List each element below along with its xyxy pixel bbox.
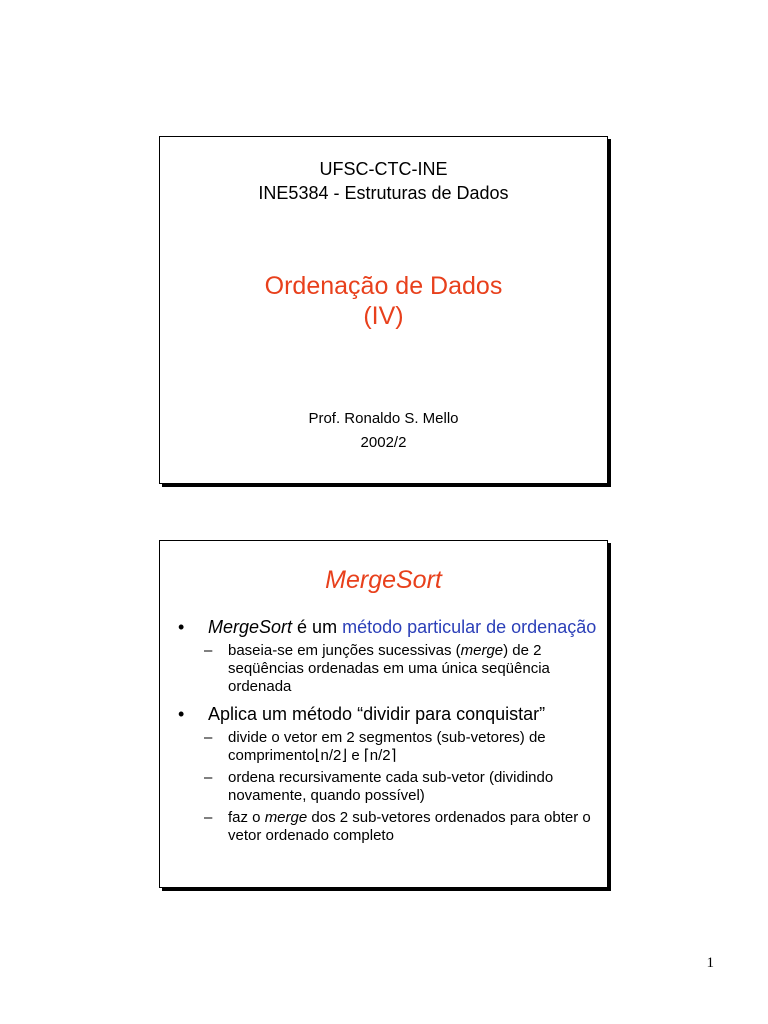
org-name: UFSC-CTC-INE xyxy=(319,159,448,179)
page-number: 1 xyxy=(706,955,714,971)
sub-bullet-text: ) de 2 seqüências ordenadas em uma única seqüência ordenada xyxy=(228,642,550,695)
course-name: INE5384 - Estruturas de Dados xyxy=(258,183,509,203)
sub-bullet-dash: – xyxy=(204,729,213,746)
sub-bullet-text: ordena recursivamente cada sub-vetor (dividindo novamente, quando possível) xyxy=(228,769,554,804)
slide-title xyxy=(160,271,607,331)
sub-bullet-dash: – xyxy=(204,642,213,659)
bullet-text: Aplica um método “dividir para conquistar” xyxy=(208,704,546,724)
title-slide xyxy=(159,136,608,484)
bullet-dot: • xyxy=(178,704,185,724)
term-merge: merge xyxy=(264,809,308,826)
bullet-item xyxy=(160,617,607,638)
term-merge: merge xyxy=(460,642,504,659)
bullet-list xyxy=(160,617,607,845)
sub-bullet-text: dos 2 sub-vetores ordenados para obter o vetor ordenado completo xyxy=(228,809,591,844)
slide-header xyxy=(160,157,607,205)
sub-bullet-text: divide o vetor em 2 segmentos (sub-vetores) de comprimento⌊n/2⌋ e ⌈n/2⌉ xyxy=(228,729,546,764)
bullet-text: é um xyxy=(292,617,343,637)
slide-title: MergeSort xyxy=(325,566,442,594)
highlight-text: método particular de ordenação xyxy=(342,617,597,637)
title-line-1: Ordenação de Dados xyxy=(264,272,503,300)
mergesort-slide xyxy=(159,540,608,888)
sub-bullet-item xyxy=(160,769,607,805)
term-mergesort: MergeSort xyxy=(208,617,293,637)
sub-bullet-dash: – xyxy=(204,769,213,786)
author-name: Prof. Ronaldo S. Mello xyxy=(308,410,459,427)
sub-bullet-item xyxy=(160,642,607,696)
sub-bullet-item xyxy=(160,809,607,845)
title-line-2: (IV) xyxy=(363,302,404,330)
term: 2002/2 xyxy=(360,434,407,451)
author-block xyxy=(160,407,607,455)
bullet-item xyxy=(160,704,607,725)
bullet-dot: • xyxy=(178,617,185,637)
sub-bullet-text: faz o xyxy=(228,809,265,826)
sub-bullet-dash: – xyxy=(204,809,213,826)
sub-bullet-item xyxy=(160,729,607,765)
sub-bullet-text: baseia-se em junções sucessivas ( xyxy=(228,642,461,659)
